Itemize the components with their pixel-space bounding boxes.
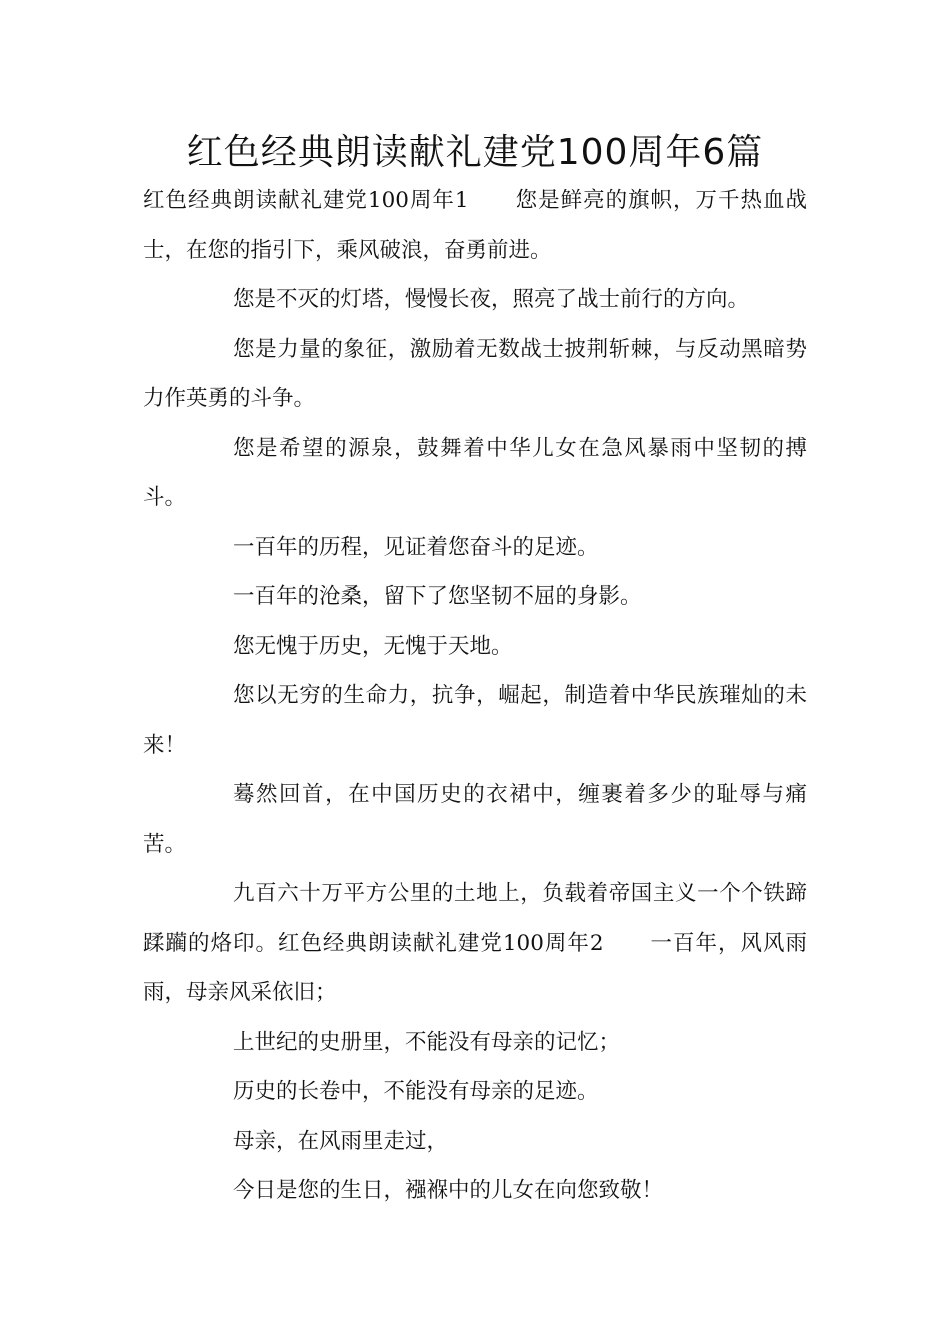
section-heading: 红色经典朗读献礼建党100周年2 <box>277 930 604 956</box>
paragraph: 母亲，在风雨里走过， <box>233 1128 449 1154</box>
document-title: 红色经典朗读献礼建党100周年6篇 <box>186 132 764 173</box>
paragraph: 蓦然回首，在中国历史的衣裙中，缠裹着多少的耻辱与痛苦。 <box>143 782 807 857</box>
section-heading: 红色经典朗读献礼建党100周年1 <box>143 188 469 213</box>
paragraph-text: 您是鲜亮的旗帜，万千热血战士，在您的指引下，乘风破浪，奋勇前进。 <box>143 188 807 263</box>
paragraph: 您是希望的源泉，鼓舞着中华儿女在急风暴雨中坚韧的搏斗。 <box>143 435 807 510</box>
paragraph <box>143 176 807 275</box>
document-body <box>143 176 807 1216</box>
paragraph: 您是力量的象征，激励着无数战士披荆斩棘，与反动黑暗势力作英勇的斗争。 <box>143 336 807 411</box>
paragraph: 您是不灭的灯塔，慢慢长夜，照亮了战士前行的方向。 <box>233 287 750 312</box>
paragraph-text: 九百六十万平方公里的土地上，负载着帝国主义一个个铁蹄蹂躏的烙印。 <box>143 881 807 956</box>
paragraph: 您无愧于历史，无愧于天地。 <box>233 633 513 659</box>
paragraph: 上世纪的史册里，不能没有母亲的记忆； <box>233 1029 621 1055</box>
paragraph: 历史的长卷中，不能没有母亲的足迹。 <box>233 1079 599 1104</box>
paragraph <box>143 869 807 1018</box>
paragraph: 今日是您的生日，襁褓中的儿女在向您致敬！ <box>233 1178 664 1203</box>
paragraph: 您以无穷的生命力，抗争，崛起，制造着中华民族璀灿的未来！ <box>143 683 807 758</box>
paragraph: 一百年的沧桑，留下了您坚韧不屈的身影。 <box>233 584 642 609</box>
paragraph-text: 一百年，风风雨雨，母亲风采依旧； <box>143 930 807 1005</box>
paragraph: 一百年的历程，见证着您奋斗的足迹。 <box>233 534 599 560</box>
